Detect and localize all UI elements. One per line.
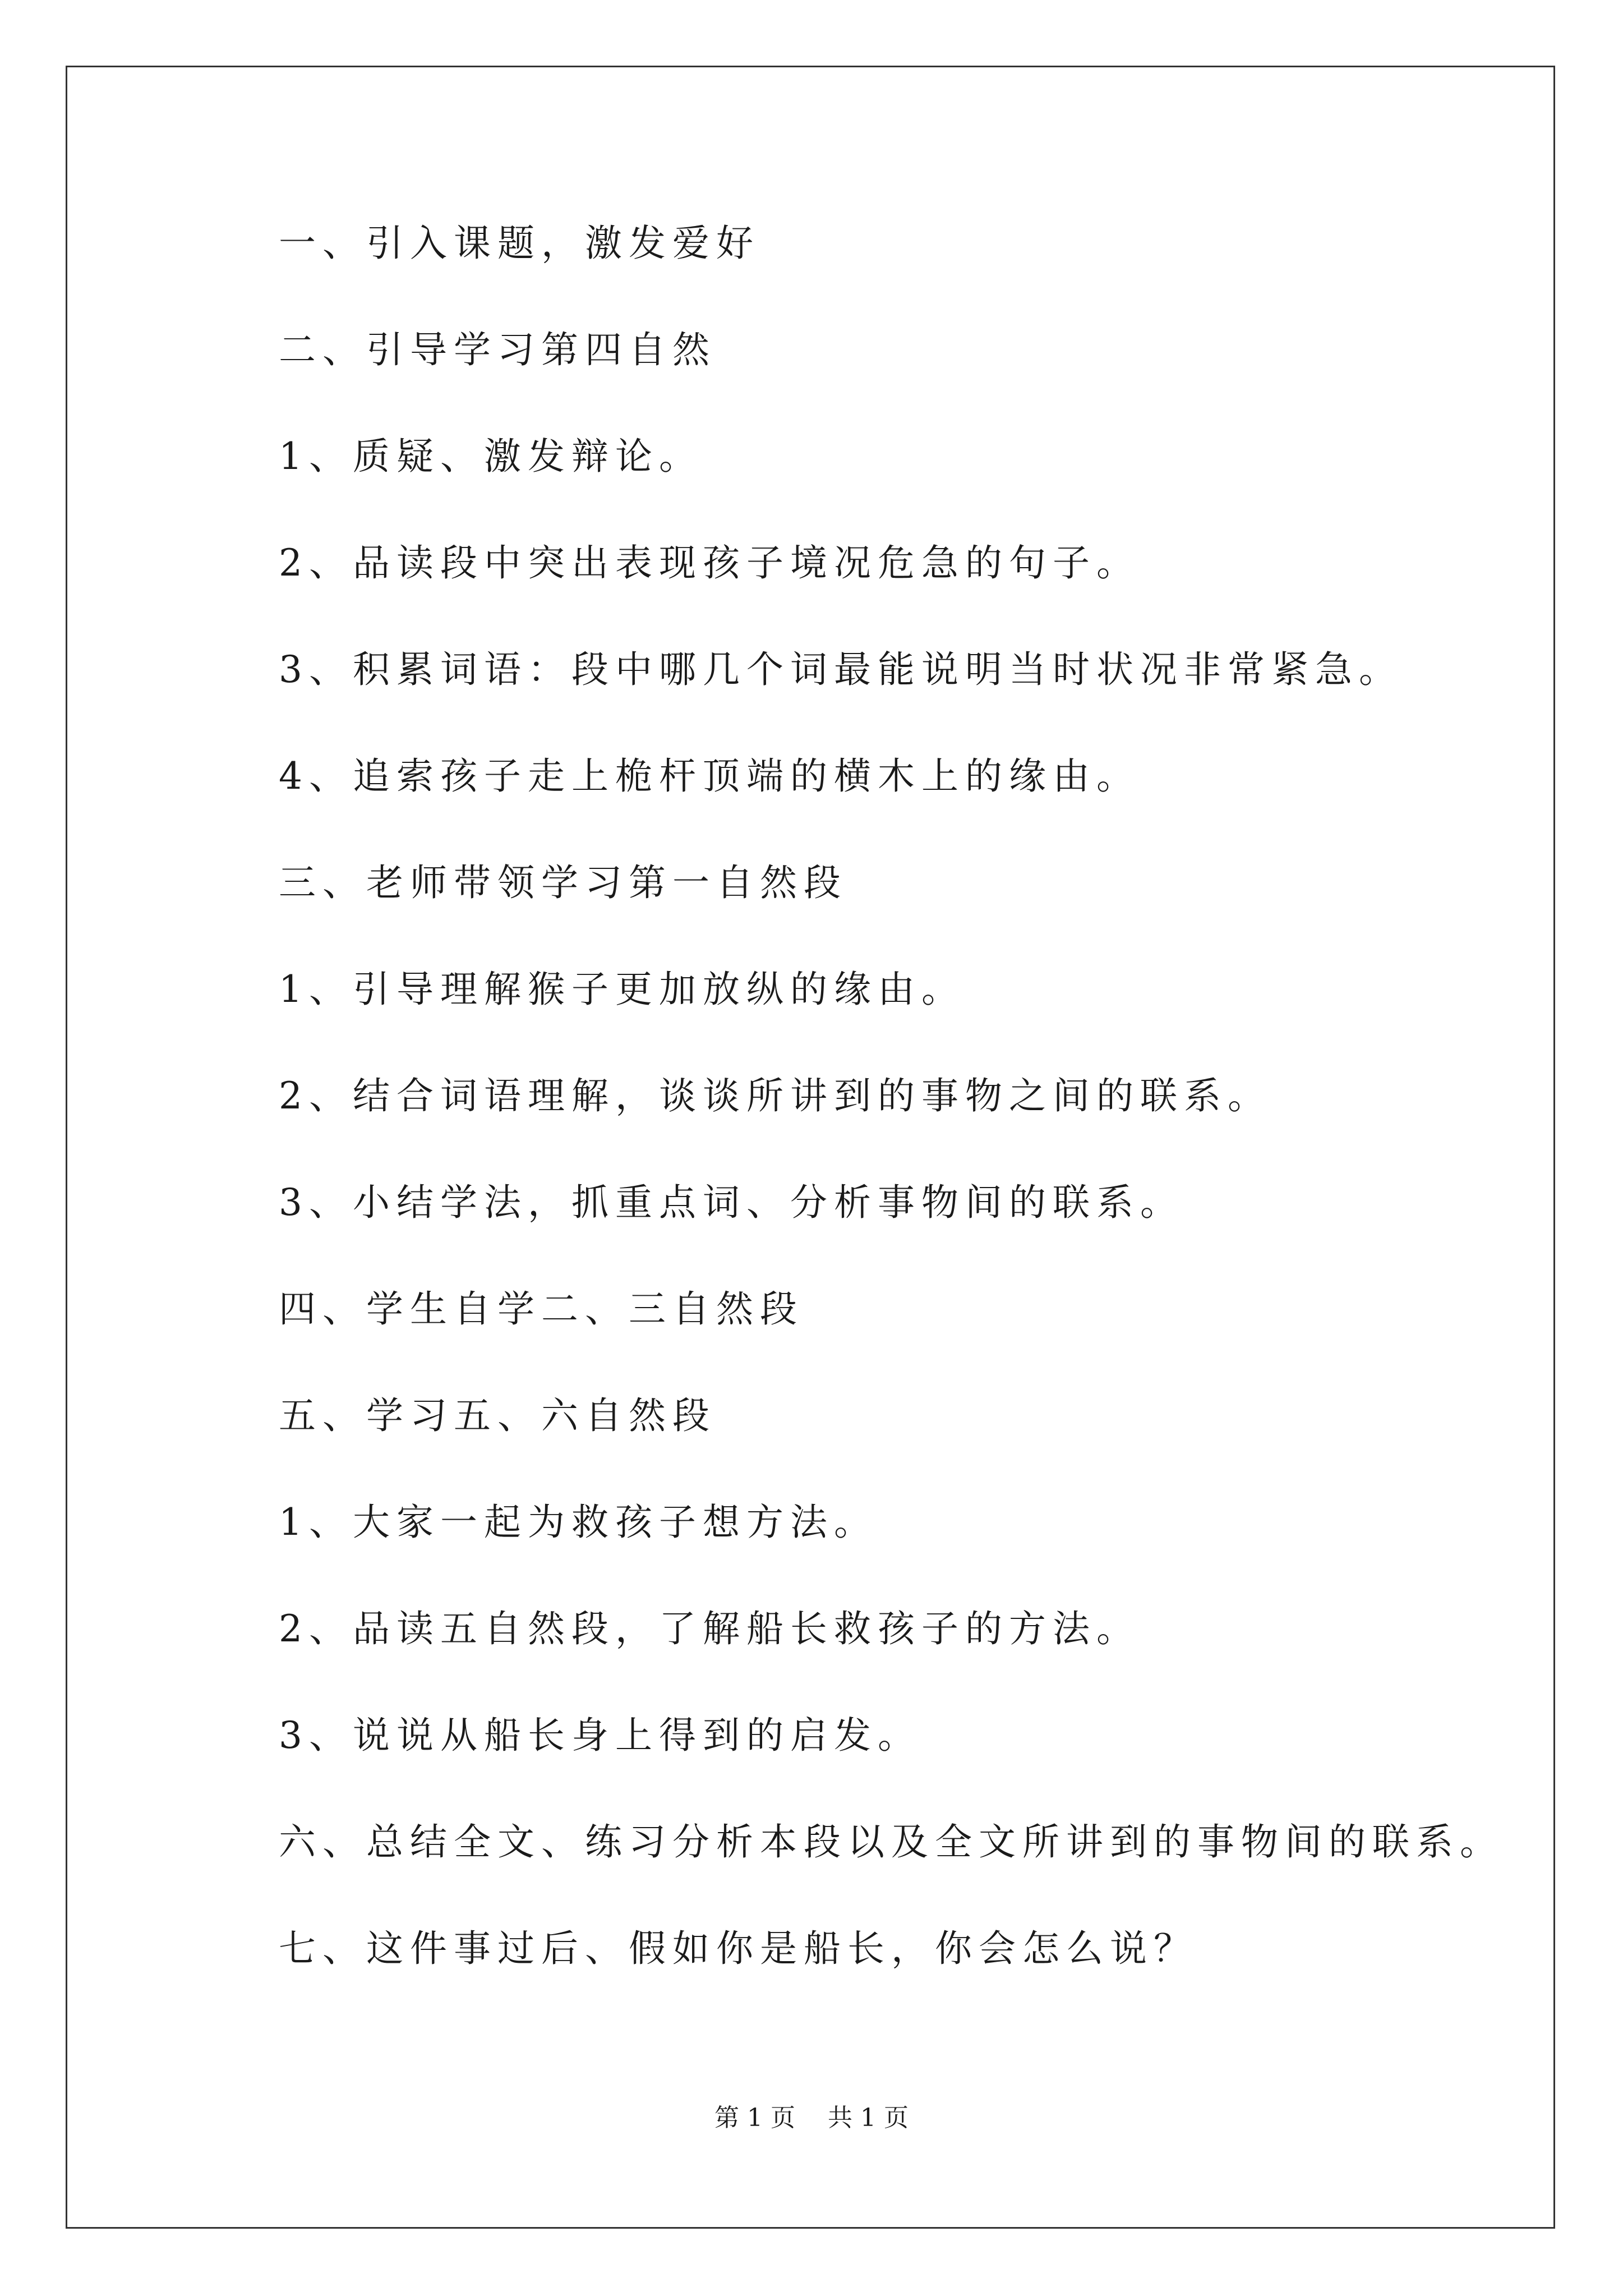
heading-summary: 六、总结全文、练习分析本段以及全文所讲到的事物间的联系。 xyxy=(279,1820,1504,1864)
page-number: 第 1 页 xyxy=(714,2104,795,2132)
list-item: 1、引导理解猴子更加放纵的缘由。 xyxy=(279,968,965,1011)
list-item: 1、大家一起为救孩子想方法。 xyxy=(279,1501,878,1544)
heading-guide-study: 二、引导学习第四自然 xyxy=(279,328,716,371)
list-item: 4、追索孩子走上桅杆顶端的横木上的缘由。 xyxy=(279,754,1140,798)
list-item: 2、品读段中突出表现孩子境况危急的句子。 xyxy=(279,541,1140,585)
heading-study-five-six: 五、学习五、六自然段 xyxy=(279,1394,716,1437)
page-total: 共 1 页 xyxy=(828,2104,909,2132)
document-body xyxy=(279,222,1513,2033)
list-item: 2、结合词语理解，谈谈所讲到的事物之间的联系。 xyxy=(279,1074,1271,1117)
heading-introduce-topic: 一、引入课题，激发爱好 xyxy=(279,222,760,265)
heading-teacher-led-study: 三、老师带领学习第一自然段 xyxy=(279,861,847,904)
list-item: 3、积累词语：段中哪几个词最能说明当时状况非常紧急。 xyxy=(279,648,1403,691)
list-item: 2、品读五自然段，了解船长救孩子的方法。 xyxy=(279,1607,1140,1650)
list-item: 1、质疑、激发辩论。 xyxy=(279,435,703,478)
list-item: 3、小结学法，抓重点词、分析事物间的联系。 xyxy=(279,1181,1184,1224)
heading-self-study: 四、学生自学二、三自然段 xyxy=(279,1287,804,1331)
page-footer xyxy=(0,2104,1623,2133)
list-item: 3、说说从船长身上得到的启发。 xyxy=(279,1714,921,1757)
heading-reflection-question: 七、这件事过后、假如你是船长，你会怎么说？ xyxy=(279,1927,1197,1970)
